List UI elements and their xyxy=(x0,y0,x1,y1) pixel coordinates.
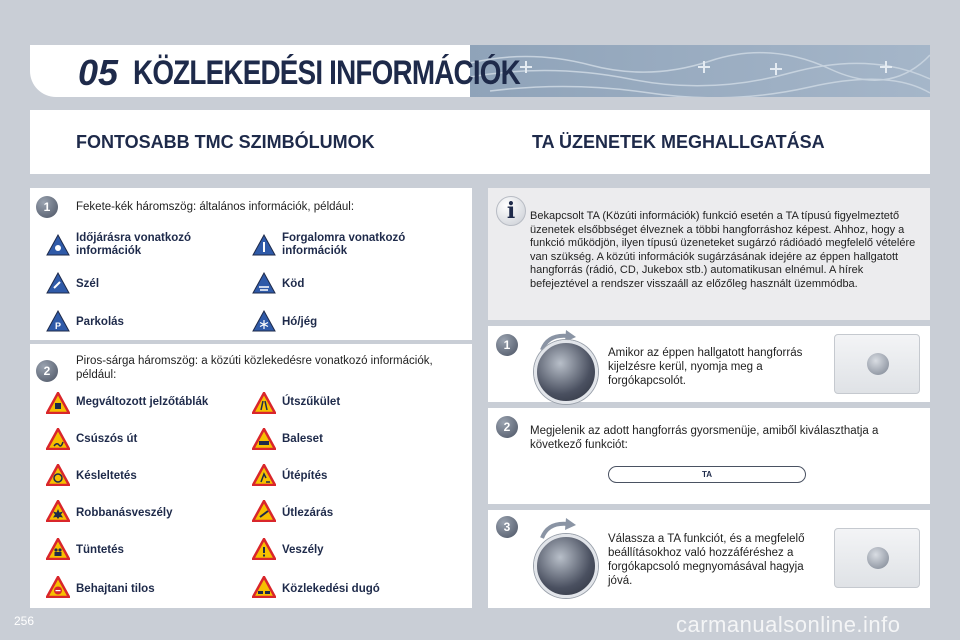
symbol-item xyxy=(252,464,276,491)
watermark: carmanualsonline.info xyxy=(676,612,901,637)
svg-text:P: P xyxy=(54,321,62,331)
step-2 xyxy=(488,408,930,504)
step-text: Amikor az éppen hallgatott hangforrás kijelzésre kerül, nyomja meg a forgókapcsolót. xyxy=(608,347,803,387)
console-knob-icon xyxy=(867,547,889,569)
symbol-label: Tüntetés xyxy=(76,544,124,556)
symbol-item xyxy=(252,272,276,299)
symbol-item xyxy=(252,234,276,261)
symbol-label: Hó/jég xyxy=(282,316,318,328)
section-badge: 1 xyxy=(36,196,58,218)
red-roadworks-triangle-icon xyxy=(252,464,276,486)
red-closure-triangle-icon xyxy=(252,500,276,522)
red-delay-triangle-icon xyxy=(46,464,70,486)
symbol-label: Megváltozott jelzőtáblák xyxy=(76,396,209,408)
symbol-item xyxy=(252,538,276,565)
rotary-knob-icon xyxy=(534,340,598,404)
blue-snow-triangle-icon xyxy=(252,310,276,332)
symbol-item xyxy=(252,310,276,337)
red-no-entry-triangle-icon xyxy=(46,576,70,598)
symbol-label: Szél xyxy=(76,278,100,290)
section-badge: 2 xyxy=(36,360,58,382)
left-heading: FONTOSABB TMC SZIMBÓLUMOK xyxy=(76,132,375,152)
radio-console-icon xyxy=(834,528,920,588)
red-narrowing-triangle-icon xyxy=(252,392,276,414)
rotary-knob-icon xyxy=(534,534,598,598)
section-intro: Piros-sárga háromszög: a közúti közlekedésre vonatkozó információk, például: xyxy=(76,355,433,381)
console-knob-icon xyxy=(867,353,889,375)
red-traffic-jam-triangle-icon xyxy=(252,576,276,598)
step-1 xyxy=(488,326,930,402)
topographic-map-icon xyxy=(470,45,930,97)
chapter-number: 05 xyxy=(78,52,119,93)
red-demonstration-triangle-icon xyxy=(46,538,70,560)
step-badge: 2 xyxy=(496,416,518,438)
ta-menu-option[interactable]: TA xyxy=(608,466,806,483)
symbol-label: Behajtani tilos xyxy=(76,583,155,595)
red-explosion-triangle-icon xyxy=(46,500,70,522)
header-map-decoration xyxy=(470,45,930,97)
symbol-item xyxy=(46,392,70,419)
symbol-label: Útépítés xyxy=(282,470,328,482)
right-heading: TA ÜZENETEK MEGHALLGATÁSA xyxy=(532,132,825,152)
section-intro: Fekete-kék háromszög: általános információk, például: xyxy=(76,201,355,213)
symbol-item xyxy=(252,576,276,603)
info-icon: i xyxy=(496,196,526,226)
blue-traffic-info-triangle-icon xyxy=(252,234,276,256)
symbol-label: Időjárásra vonatkozó információk xyxy=(76,232,192,257)
symbol-item xyxy=(46,576,70,603)
symbol-label: Útlezárás xyxy=(282,507,334,519)
symbol-label: Útszűkület xyxy=(282,396,341,408)
section-blue-symbols xyxy=(30,188,472,340)
red-slippery-triangle-icon xyxy=(46,428,70,450)
symbol-label: Csúszós út xyxy=(76,433,138,445)
blue-parking-triangle-icon xyxy=(46,310,70,332)
page-number: 256 xyxy=(14,614,35,628)
symbol-label: Baleset xyxy=(282,433,323,445)
symbol-item xyxy=(252,500,276,527)
step-text: Megjelenik az adott hangforrás gyorsmenüje, amiből kiválaszthatja a következő funkciót: xyxy=(530,425,879,451)
step-badge: 3 xyxy=(496,516,518,538)
symbol-item xyxy=(46,272,70,299)
symbol-label: Forgalomra vonatkozó információk xyxy=(282,232,406,257)
symbol-label: Késleltetés xyxy=(76,470,137,482)
step-text: Válassza a TA funkciót, és a megfelelő beállításokhoz való hozzáféréshez a forgókapcsoló megnyomásával hagyja jóvá. xyxy=(608,533,805,587)
info-text: Bekapcsolt TA (Közúti információk) funkció esetén a TA típusú figyelmeztető üzenetek elsőbbséget élveznek a többi hangforráshoz képest. Ahhoz, hogy a funkció működjön, ilyen típusú üzeneteket sugárzó rádióadó megfelelő vételére van szükség. A közúti információk sugárzásának idejére az éppen hallgatott hangforrás (rádió, CD, Jukebox stb.) automatikusan elnémul. A hírek befejeztével a rendszer visszaáll az előzőleg használt üzemmódba. xyxy=(530,210,916,290)
symbol-item xyxy=(46,464,70,491)
symbol-label: Köd xyxy=(282,278,305,290)
symbol-item xyxy=(252,428,276,455)
chapter-title: KÖZLEKEDÉSI INFORMÁCIÓK xyxy=(133,54,520,92)
symbol-label: Veszély xyxy=(282,544,324,556)
red-signs-triangle-icon xyxy=(46,392,70,414)
blue-wind-triangle-icon xyxy=(46,272,70,294)
step-3 xyxy=(488,510,930,608)
symbol-item xyxy=(46,310,70,337)
symbol-label: Robbanásveszély xyxy=(76,507,173,519)
blue-weather-triangle-icon xyxy=(46,234,70,256)
step-badge: 1 xyxy=(496,334,518,356)
symbol-label: Közlekedési dugó xyxy=(282,583,380,595)
section-red-symbols xyxy=(30,344,472,608)
symbol-item xyxy=(46,538,70,565)
radio-console-icon xyxy=(834,334,920,394)
symbol-item xyxy=(46,428,70,455)
red-danger-triangle-icon xyxy=(252,538,276,560)
left-heading-band xyxy=(30,110,470,174)
symbol-label: Parkolás xyxy=(76,316,124,328)
info-panel xyxy=(488,188,930,320)
symbol-item xyxy=(252,392,276,419)
blue-fog-triangle-icon xyxy=(252,272,276,294)
right-heading-band xyxy=(470,110,930,174)
symbol-item xyxy=(46,234,70,261)
symbol-item xyxy=(46,500,70,527)
red-accident-triangle-icon xyxy=(252,428,276,450)
